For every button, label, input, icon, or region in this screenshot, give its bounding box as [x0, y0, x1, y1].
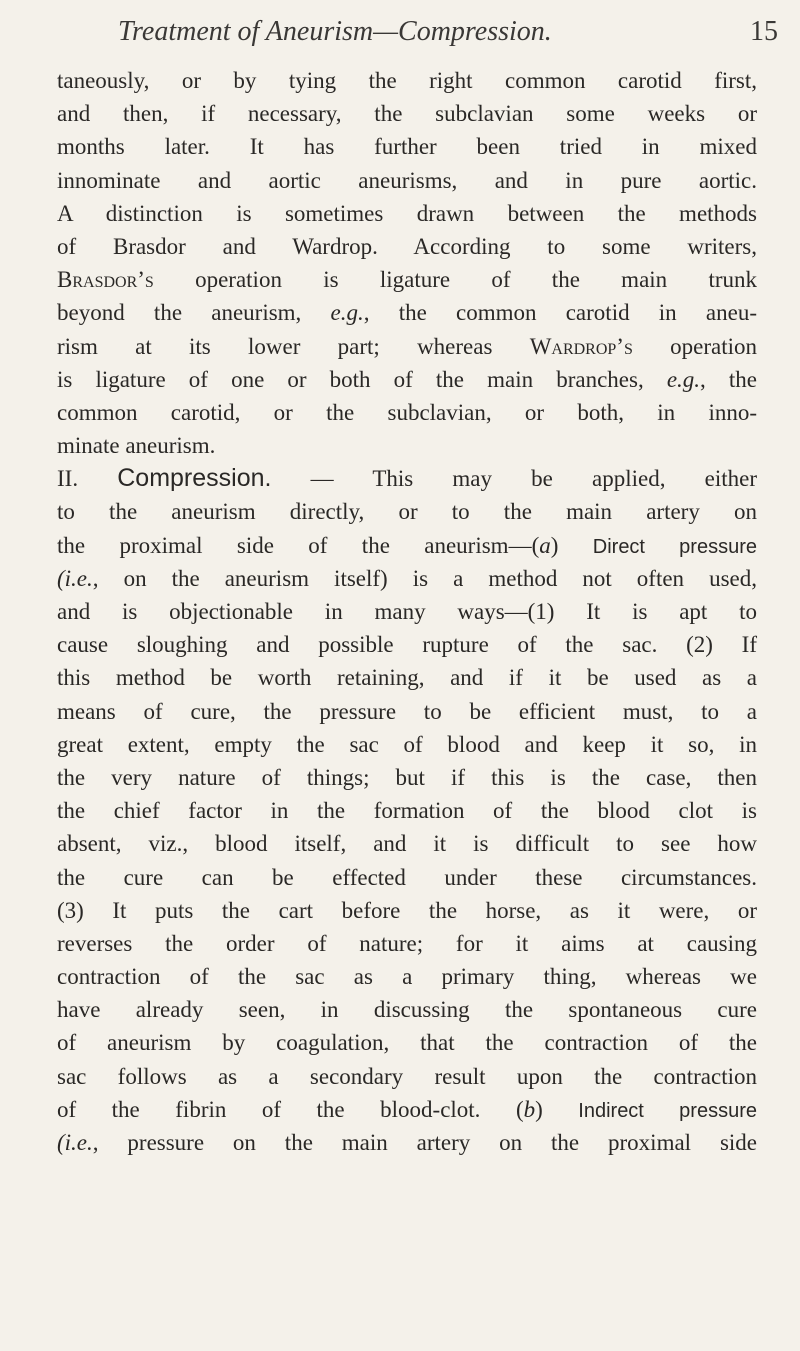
text-line: [57, 894, 757, 927]
text-segment: (: [57, 1130, 65, 1155]
text-line: [57, 695, 757, 728]
text-line: [57, 130, 757, 163]
text-segment: II.: [57, 466, 118, 492]
text-line: [57, 197, 757, 230]
text-line: [57, 64, 757, 97]
text-line: [57, 396, 757, 429]
text-line: [57, 263, 757, 296]
text-line: [57, 993, 757, 1026]
text-line: [57, 761, 757, 794]
text-segment: common carotid, or the subclavian, or both, in inno-: [57, 399, 757, 425]
text-line: [57, 661, 757, 694]
text-segment: operation: [632, 333, 757, 359]
text-line: [57, 1060, 757, 1093]
text-segment: this method be worth retaining, and if it be used as a: [57, 665, 757, 691]
text-line: [57, 1126, 757, 1159]
text-segment: of Brasdor and Wardrop. According to some writers,: [57, 233, 757, 259]
text-segment: Brasdor’s: [57, 267, 154, 293]
text-segment: b: [523, 1096, 536, 1122]
text-segment: beyond the aneurism,: [57, 300, 331, 326]
text-line: [57, 827, 757, 860]
text-segment: rism at its lower part; whereas: [57, 333, 530, 359]
text-segment: Compression.: [117, 464, 272, 493]
text-segment: , pressure on the main artery on the proximal side: [92, 1130, 757, 1155]
text-segment: ): [535, 1096, 579, 1122]
text-segment: sac follows as a secondary result upon the contraction: [57, 1063, 757, 1089]
text-segment: taneously, or by tying the right common carotid first,: [57, 68, 757, 93]
text-line: [57, 794, 757, 827]
text-segment: and is objectionable in many ways—(1) It is apt to: [57, 599, 757, 624]
text-line: [57, 462, 757, 495]
text-segment: reverses the order of nature; for it aims at causing: [57, 930, 757, 956]
text-segment: the very nature of things; but if this is the case, then: [57, 764, 757, 790]
text-segment: operation is ligature of the main trunk: [153, 267, 757, 293]
text-line: [57, 927, 757, 960]
text-line: [57, 960, 757, 993]
text-segment: ): [550, 532, 593, 558]
text-line: [57, 495, 757, 528]
text-segment: , the common carotid in aneu-: [363, 300, 757, 326]
text-segment: contraction of the sac as a primary thing, whereas we: [57, 964, 757, 990]
text-line: [57, 230, 757, 263]
text-line: [57, 1026, 757, 1059]
body-text: [57, 64, 757, 1159]
text-line: [57, 330, 757, 363]
text-segment: cause sloughing and possible rupture of the sac. (2) If: [57, 632, 757, 658]
text-segment: to the aneurism directly, or to the main artery on: [57, 499, 757, 525]
text-segment: a: [539, 532, 551, 558]
text-line: [57, 861, 757, 894]
text-segment: have already seen, in discussing the spontaneous cure: [57, 997, 757, 1023]
text-segment: means of cure, the pressure to be efficient must, to a: [57, 698, 757, 724]
text-segment: minate aneurism.: [57, 433, 216, 459]
text-segment: of the fibrin of the blood-clot. (: [57, 1096, 524, 1122]
text-segment: Indirect pressure: [578, 1099, 757, 1122]
text-segment: months later. It has further been tried in mixed: [57, 134, 757, 160]
text-segment: i.e.: [64, 565, 93, 591]
text-segment: innominate and aortic aneurisms, and in pure aortic.: [57, 167, 757, 193]
text-line: [57, 529, 757, 562]
text-segment: is ligature of one or both of the main branches,: [57, 366, 667, 392]
text-segment: e.g.: [666, 366, 701, 392]
text-line: [57, 296, 757, 329]
text-line: [57, 595, 757, 628]
text-segment: (: [57, 565, 65, 591]
page-number: 15: [750, 16, 778, 47]
text-segment: great extent, empty the sac of blood and keep it so, in: [57, 731, 757, 757]
text-line: [57, 562, 757, 595]
text-segment: the chief factor in the formation of the blood clot is: [57, 798, 757, 824]
text-segment: Direct pressure: [592, 535, 757, 558]
text-segment: the cure can be effected under these circumstances.: [57, 864, 757, 890]
text-line: [57, 164, 757, 197]
text-segment: , the: [700, 366, 757, 392]
text-segment: , on the aneurism itself) is a method not often used,: [92, 565, 757, 591]
running-title: Treatment of Aneurism—Compression.: [118, 16, 552, 47]
running-header: [118, 12, 778, 52]
text-line: [57, 728, 757, 761]
text-segment: i.e.: [64, 1130, 93, 1155]
text-segment: — This may be applied, either: [271, 466, 757, 492]
text-segment: A distinction is sometimes drawn between the methods: [57, 200, 757, 226]
text-segment: (3) It puts the cart before the horse, as it were, or: [57, 897, 757, 923]
text-line: [57, 429, 757, 462]
text-line: [57, 628, 757, 661]
text-segment: Wardrop’s: [529, 333, 633, 359]
text-line: [57, 363, 757, 396]
text-segment: and then, if necessary, the subclavian some weeks or: [57, 101, 757, 127]
text-segment: of aneurism by coagulation, that the contraction of the: [57, 1030, 757, 1056]
text-segment: the proximal side of the aneurism—(: [57, 532, 540, 558]
text-segment: e.g.: [330, 300, 364, 326]
text-segment: absent, viz., blood itself, and it is difficult to see how: [57, 831, 757, 857]
text-line: [57, 1093, 757, 1126]
text-line: [57, 97, 757, 130]
